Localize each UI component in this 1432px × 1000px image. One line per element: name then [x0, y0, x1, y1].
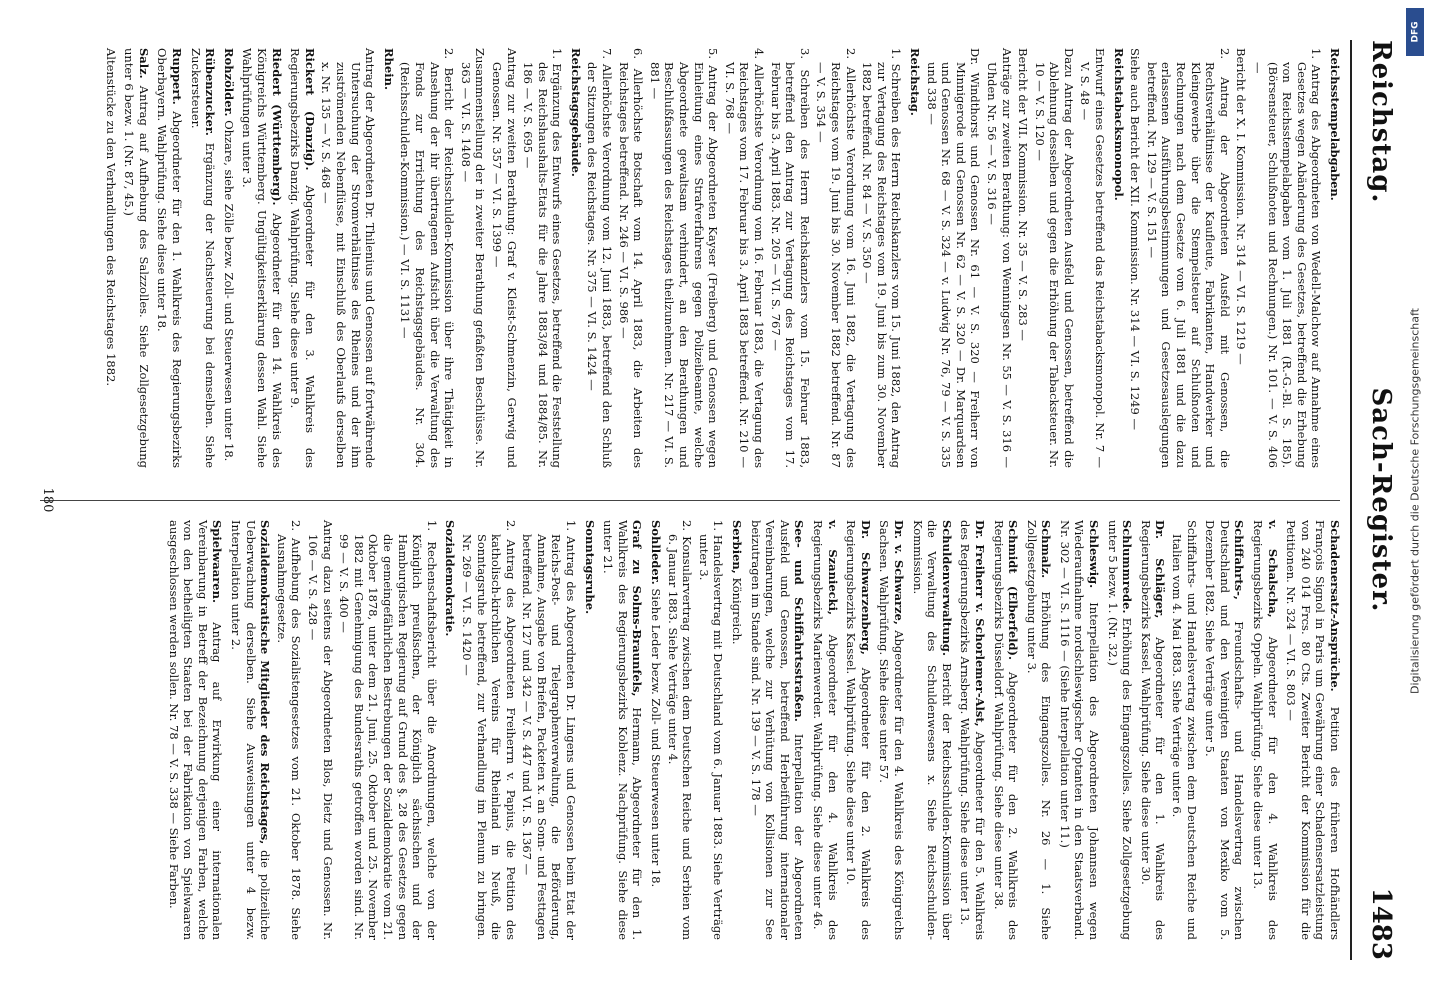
register-entry: [1169, 520, 1198, 940]
register-entry: [1250, 520, 1279, 940]
register-entry: [722, 48, 766, 468]
entry-keyword: Dr. Freiherr v. Schorlemer-Alst,: [972, 520, 987, 727]
register-entry: [1057, 520, 1101, 940]
entry-keyword: Spielwaaren.: [210, 520, 225, 603]
entry-text: Antrag auf Aufhebung des Salzzolles. Siehe Zollgesetzgebung unter 6 bezw. 1. (Nr. 87, 45.): [122, 48, 151, 469]
register-entry: [616, 48, 645, 468]
entry-text: 3. Schreiben des Herrn Reichskanzlers vom 15. Februar 1883, betreffend den Antrag zur Vertagung des Reichstages vom 17. Februar bis 3. April 1883. Nr. 205 — VI. S. 767 —: [768, 48, 812, 468]
register-entry: [228, 520, 272, 940]
register-entry: [768, 48, 812, 468]
entry-keyword: Dr. Schwarzenberg,: [858, 520, 873, 655]
register-entry: [648, 520, 663, 940]
register-entry: [1032, 48, 1076, 468]
entry-text: Bericht der VII. Kommission. Nr. 35 — V. S. 283 —: [1016, 48, 1031, 341]
register-entry: [665, 520, 694, 940]
register-entry: [1138, 520, 1167, 940]
register-entry: [984, 48, 1013, 468]
register-entry: [443, 520, 458, 940]
register-entry: [305, 520, 334, 940]
register-entry: [810, 520, 839, 940]
register-entry: [582, 520, 597, 940]
entry-text: Interpellation des Abgeordneten Johannsen wegen Wiederaufnahme nordschleswigscher Optanten in den Staatsverband. Nr. 302 — VI. S. 1116 — (Siehe Interpellation unter 11.): [1057, 520, 1102, 940]
entry-keyword: Reichstag.: [907, 48, 922, 116]
entry-text: Dr. Windthorst und Genossen Nr. 61 — V. S. 320 — Freiherr von Minnigerode und Genossen Nr. 62 — V. S. 320 — Dr. Marquardsen und Genossen Nr. 68 — V. S. 324 — v. Ludwig Nr. 76, 79 — V. S. 335 und 338 —: [924, 48, 983, 468]
entry-text: Petition des früheren Hofhändlers François Signol in Paris um Gewährung einer Schadensersatzleistung von 240 014 Frcs. 80 Cts. Zweiter Bericht der Kommission für die Petitionen. Nr. 324 — VI. S. 803 —: [1284, 520, 1342, 940]
register-entry: [188, 48, 217, 468]
register-entry: [1203, 520, 1247, 940]
page-number: 1483: [1366, 887, 1396, 960]
entry-keyword: Rohzölder.: [221, 48, 236, 117]
entry-text: Erhöhung des Eingangszolles. Siehe Zollgesetzgebung unter 5 bezw. 1. (Nr. 32.): [1105, 520, 1135, 940]
page-header: [1356, 40, 1396, 960]
entry-text: Erhöhung des Eingangszolles. Nr. 26 — 1. Siehe Zollgesetzgebung unter 3.: [1024, 520, 1054, 940]
entry-text: Abgeordneter für den 4. Wahlkreis des Königreichs Sachsen. Wahlprüfung. Siehe diese unter 57.: [877, 520, 906, 940]
entry-text: Antrag auf Erwirkung einer internationalen Vereinbarung in Betreff der Bezeichnung derjenigen Farben, welche von den betheiligten Staaten bei der Fabrikation von Spielwaaren ausgeschlossen werden sollen. Nr. 78 — V. S. 338 — Siehe Farben.: [166, 520, 225, 941]
entry-keyword: Reichstabacksmonopol.: [1111, 48, 1126, 201]
entry-keyword: Sozialdemokratische Mitglieder des Reichstages,: [258, 520, 273, 845]
entry-keyword: Reichsstempelabgaben.: [1328, 48, 1342, 201]
register-entry: [1105, 520, 1134, 940]
entry-text: Antrag zur zweiten Berathung: Graf v. Kleist-Schmenzin, Gerwig und Genossen. Nr. 357 — VI. S. 1399 —: [489, 48, 519, 468]
entry-text: 7. Allerhöchste Verordnung vom 12. Juni 1883, betreffend den Schluß der Sitzungen des Reichstages. Nr. 375 — VI. S. 1424 —: [585, 48, 615, 468]
entry-keyword: Riedert (Württemberg).: [269, 48, 284, 206]
entry-text: Hermann, Abgeordneter für den 1. Wahlkreis des Regierungsbezirks Koblenz. Nachprüfung. Siehe diese unter 21.: [601, 520, 645, 940]
register-entry: [398, 48, 456, 468]
dfg-logo-text: DFG: [1410, 21, 1421, 43]
entry-keyword: Schadenersatz-Ansprüche.: [1328, 520, 1342, 692]
entry-keyword: Sonntagsruhe.: [582, 520, 597, 615]
entry-keyword: Schleswig.: [1087, 520, 1102, 589]
register-entry: [1144, 48, 1232, 468]
register-entry: [288, 48, 317, 468]
entry-text: Siehe auch Bericht der XII. Kommission. Nr. 314 — VI. S. 1249 —: [1128, 48, 1143, 430]
entry-text: 2. Konsularvertrag zwischen dem Deutschen Reiche und Serbien vom 6. Januar 1883. Siehe Verträge unter 4.: [665, 520, 695, 940]
register-entry: [337, 520, 439, 940]
entry-keyword: Rübenzucker.: [203, 48, 218, 136]
entry-text: Antrag dazu seitens der Abgeordneten Blos, Dietz und Genossen. Nr. 106 — V. S. 428 —: [306, 520, 335, 940]
entry-keyword: Dr. Schläger,: [1153, 520, 1168, 619]
entry-keyword: Schlummrede.: [1120, 520, 1135, 614]
register-entry: [1284, 520, 1342, 940]
register-entry: [458, 48, 487, 468]
register-entry: [122, 48, 151, 468]
register-entry: [729, 520, 744, 940]
register-entry: [520, 520, 578, 940]
register-entry: [274, 520, 303, 940]
entry-text: 2. Bericht der Reichsschulden-Kommission über ihre Thätigkeit in Ansehung der ihr übertragenen Aufsicht über die Verwaltung des Fonds zur Errichtung des Reichstagsgebäudes. Nr. 304. (Reichsschulden-Kommission.) — VI. S. 1131 —: [398, 48, 457, 468]
entry-text: Abgeordneter für den 1. Wahlkreis des Regierungsbezirks Oberbayern. Wahlprüfung. Siehe diese unter 18.: [155, 48, 185, 468]
entry-keyword: v. Szaniecki,: [825, 520, 840, 616]
register-entry: [521, 48, 565, 468]
register-entry: [924, 48, 982, 468]
entry-text: 1. Antrag des Abgeordneten von Wedell-Malchow auf Annahme eines Gesetzes wegen Abänderung des Gesetzes, betreffend die Erhebung von Reichsstempelabgaben vom 1. Juli 1881 (R.-G.-Bl. S. 185). (Börsensteuer, Schlußnoten und Rechnungen.) Nr. 101. — V. S. 406 —: [1251, 48, 1324, 468]
entry-keyword: Ruppert.: [170, 48, 185, 105]
entry-keyword: Rhein.: [381, 48, 396, 90]
entry-keyword: Serbien,: [730, 520, 745, 574]
entry-text: 6. Allerhöchste Botschaft vom 14. April 1883, die Arbeiten des Reichstages betreffend. Nr. 246 — VI. S. 986 —: [616, 48, 646, 468]
register-entry: [1234, 48, 1249, 468]
entry-text: 4. Allerhöchste Verordnung vom 16. Februar 1883, die Vertagung des Reichstages vom 17. Februar bis 3. April 1883 betreffend. Nr. 210 — VI. S. 768 —: [722, 48, 767, 468]
register-entry: [877, 520, 906, 940]
entry-keyword: Schmalz.: [1039, 520, 1054, 579]
entry-keyword: Rickert (Danzig).: [302, 48, 317, 171]
header-rule: [1350, 40, 1352, 960]
register-entry: [1024, 520, 1053, 940]
entry-text: Bericht der X. I. Kommission. Nr. 314 — VI. S. 1219 —: [1234, 48, 1249, 365]
register-entry: [814, 48, 858, 468]
entry-text: Zusammenstellung der in zweiter Berathung gefaßten Beschlüsse. Nr. 363 — VI. S. 1408 —: [458, 48, 488, 468]
register-entry: [459, 520, 517, 940]
entry-keyword: Graf zu Solms-Braunfels,: [630, 520, 645, 697]
register-entry: [647, 48, 720, 468]
entry-text: Abgeordneter für den 14. Wahlkreis des Königreichs Württemberg. Ungültigkeitserklärung dessen Wahl. Siehe Wahlprüfungen unter 3.: [240, 48, 284, 468]
header-title: Sach-Register.: [1366, 387, 1396, 613]
register-entry: [907, 48, 922, 468]
register-entry: [1111, 48, 1126, 468]
entry-keyword: Salz.: [136, 48, 151, 79]
entry-text: Anträge zur zweiten Berathung: von Wenningsen Nr. 55 — V. S. 316 — Uhden Nr. 56 — V. S. 316 —: [984, 48, 1014, 468]
entry-text: 1. Schreiben des Herrn Reichskanzlers vom 15. Juni 1882, den Antrag zur Vertagung des Reichstages vom 19. Juni bis zum 30. November 1882 betreffend. Nr. 84 — V. S. 350 —: [860, 48, 904, 468]
register-entry: [103, 48, 118, 468]
entry-text: Abgeordneter für den 1. Wahlkreis des Regierungsbezirks Kassel. Wahlprüfung. Siehe diese unter 30.: [1138, 520, 1168, 940]
entry-text: 1. Handelsvertrag mit Deutschland vom 6. Januar 1883. Siehe Verträge unter 3.: [696, 520, 726, 940]
entry-text: Freundschafts- und Handelsvertrag zwischen Deutschland und den Vereinigten Staaten von Mexiko vom 5. Dezember 1882. Siehe Verträge unter 5.: [1203, 520, 1247, 941]
entry-text: Antrag der Abgeordneten Dr. Thilenius und Genossen auf fortwährende Untersuchung der Stromverhältnisse des Rheines und der ihm zuströmenden Nebenflüsse, mit Einschluß des Oberlaufs derselben x. Nr. 135 — V. S. 468 —: [319, 48, 378, 468]
entry-text: Altenstücke zu den Verhandlungen des Reichstages 1882.: [103, 48, 118, 387]
entry-text: die polizeiliche Ueberwachung derselben. Siehe Ausweisungen unter 4 bezw. Interpellation unter 2.: [229, 520, 273, 940]
entry-text: Bericht der Reichsschulden-Kommission über die Verwaltung des Schuldenwesens x. Siehe Reichsschulden-Kommission.: [910, 520, 954, 940]
entry-text: Schiffahrts- und Handelsvertrag zwischen dem Deutschen Reiche und Italien vom 4. Mai 1883. Siehe Verträge unter 6.: [1170, 520, 1199, 940]
register-entry: [1078, 48, 1107, 468]
entry-text: Königreich.: [730, 577, 745, 645]
entry-text: Abgeordneter für den 2. Wahlkreis des Regierungsbezirks Düsseldorf. Wahlprüfung. Siehe diese unter 38.: [991, 520, 1021, 941]
entry-keyword: Reichstagsgebäude.: [568, 48, 583, 177]
page-footer: 180: [40, 487, 55, 513]
entry-keyword: Schuldenverwaltung.: [939, 520, 954, 656]
left-column: [101, 48, 1342, 468]
entry-keyword: Schiffahrts-,: [1232, 520, 1247, 600]
register-entry: [240, 48, 284, 468]
register-entry: [991, 520, 1020, 940]
entry-text: Dazu Antrag der Abgeordneten Ausfeld und Genossen, betreffend die Ablehnung desselben und gegen die Erhöhung der Tabacksteuer. Nr. 10 — V. S. 120 —: [1032, 48, 1076, 468]
entry-keyword: See- und Schiffahrtsstraßen.: [792, 520, 807, 722]
entry-keyword: Sozialdemokratie.: [443, 520, 458, 637]
register-entry: [910, 520, 954, 940]
entry-keyword: Schmidt (Elberfeld).: [1006, 520, 1021, 660]
entry-text: 2. Aufhebung des Sozialistengesetzes vom 21. Oktober 1878. Siehe Ausnahmegesetze.: [274, 520, 304, 940]
register-entry: [381, 48, 396, 468]
entry-text: Siehe Leder bezw. Zoll- und Steuerwesen unter 18.: [649, 588, 664, 888]
dfg-funding-note: Digitalisierung gefördert durch die Deutsche Forschungsgemeinschaft: [1408, 308, 1422, 694]
register-entry: [958, 520, 987, 940]
register-entry: [319, 48, 377, 468]
register-entry: [696, 520, 725, 940]
register-entry: [568, 48, 583, 468]
register-entry: [166, 520, 224, 940]
entry-text: 1. Rechenschaftsbericht über die Anordnungen, welche von der Königlich preußischen, der Königlich sächsischen und der Hamburgischen Regierung auf Grund des §. 28 des Gesetzes gegen die gemeingefährlichen Bestrebungen der Sozialdemokratie vom 21. Oktober 1878, unter dem 21. Juni, 25. Oktober und 25. November 1882 mit Genehmigung des Bundesraths getroffen worden sind. Nr. 99 — V. S. 400 —: [337, 520, 439, 940]
register-entry: [155, 48, 184, 468]
entry-text: Interpellation der Abgeordneten Ausfeld und Genossen, betreffend Herbeiführung internationaler Vereinbarungen, welche zur Verhütung von Kollisionen zur See beizutragen im Stande sind. Nr. 139 — V. S. 178 —: [748, 520, 807, 940]
register-entry: [1016, 48, 1031, 468]
entry-text: Abgeordneter für den 5. Wahlkreis des Regierungsbezirks Arnsberg. Wahlprüfung. Siehe diese unter 13.: [958, 520, 987, 940]
header-left: Reichstag.: [1366, 40, 1396, 204]
register-entry: [844, 520, 873, 940]
column-separator: [40, 500, 1340, 501]
register-entry: [1250, 48, 1323, 468]
right-column: [162, 520, 1342, 940]
register-entry: [860, 48, 904, 468]
register-entry: [1128, 48, 1143, 468]
register-entry: [1327, 48, 1342, 468]
entry-text: Ergänzung der Nachsteuerung bei demselben. Siehe Zuckersteuer.: [188, 48, 218, 469]
entry-text: Entwurf eines Gesetzes betreffend das Reichstabacksmonopol. Nr. 7 — V. S. 48 —: [1078, 48, 1108, 468]
entry-text: 5. Antrag der Abgeordneten Kayser (Freiberg) und Genossen wegen Einleitung eines Strafverfahrens gegen Polizeibeamte, welche Abgeordnete gewaltsam verhindert, an den Berathungen und Beschlußfassungen des Reichstages theilzunehmen. Nr. 217 — VI. S. 881 —: [647, 48, 721, 468]
entry-text: 1. Antrag des Abgeordneten Dr. Lingens und Genossen beim Etat der Reichs-Post- und Telegraphenverwaltung, die Beförderung, Annahme, Ausgabe von Briefen, Packeten x. an Sonn- und Festtagen betreffend. Nr. 127 und 342 — V. S. 447 und VI. S. 1367 —: [520, 520, 579, 940]
entry-text: Abgeordneter für den 4. Wahlkreis des Regierungsbezirks Marienwerder. Wahlprüfung. Siehe diese unter 46.: [811, 520, 840, 941]
entry-text: 2. Antrag des Abgeordneten Freiherrn v. Papius, die Petition des katholisch-kirchlichen Vereins für Rheinland in Neuß, die Sonntagsruhe betreffend, zur Verhandlung im Plenum zu bringen. Nr. 269 — VI. S. 1420 —: [459, 520, 518, 940]
register-entry: [748, 520, 806, 940]
entry-text: 2. Allerhöchste Verordnung vom 16. Juni 1882, die Vertagung des Reichstages vom 19. Juni bis 30. November 1882 betreffend. Nr. 87 — V. S. 354 —: [814, 48, 858, 468]
entry-text: Abgeordneter für den 2. Wahlkreis des Regierungsbezirks Kassel. Wahlprüfung. Siehe diese unter 10.: [844, 520, 873, 941]
register-entry: [585, 48, 614, 468]
entry-keyword: v. Schalscha,: [1265, 520, 1280, 618]
entry-keyword: Sohlleder.: [649, 520, 664, 585]
register-entry: [601, 520, 645, 940]
entry-text: Abgeordneter für den 3. Wahlkreis des Regierungsbezirks Danzig. Wahlprüfung. Siehe diese unter 9.: [288, 48, 317, 469]
entry-text: 2. Antrag der Abgeordneten Ausfeld mit Genossen, die Rechtsverhältnisse der Kaufleute, Fabrikanten, Handwerker und Kleingewerbe über die Stempelsteuer auf Schlußnoten und Rechnungen nach dem Gesetze vom 6. Juli 1881 und die dazu erlassenen Ausführungsbestimmungen und Gesetzesauslegungen betreffend. Nr. 129 — V. S. 151 —: [1144, 48, 1232, 468]
dfg-sidebar: [1404, 8, 1426, 994]
register-entry: [221, 48, 236, 468]
entry-keyword: Dr. v. Schwarze,: [891, 520, 906, 625]
register-entry: [489, 48, 518, 468]
entry-text: Abgeordneter für den 4. Wahlkreis des Regierungsbezirks Oppeln. Wahlprüfung. Siehe diese unter 13.: [1251, 520, 1280, 940]
entry-text: 1. Ergänzung des Entwurfs eines Gesetzes, betreffend die Feststellung des Reichshaushalts-Etats für die Jahre 1883/84 und 1884/85. Nr. 186 — V. S. 695 —: [521, 48, 565, 468]
dfg-logo: [1406, 8, 1424, 56]
entry-text: Ohzare, siehe Zölle bezw. Zoll- und Steuerwesen unter 18.: [221, 120, 236, 462]
